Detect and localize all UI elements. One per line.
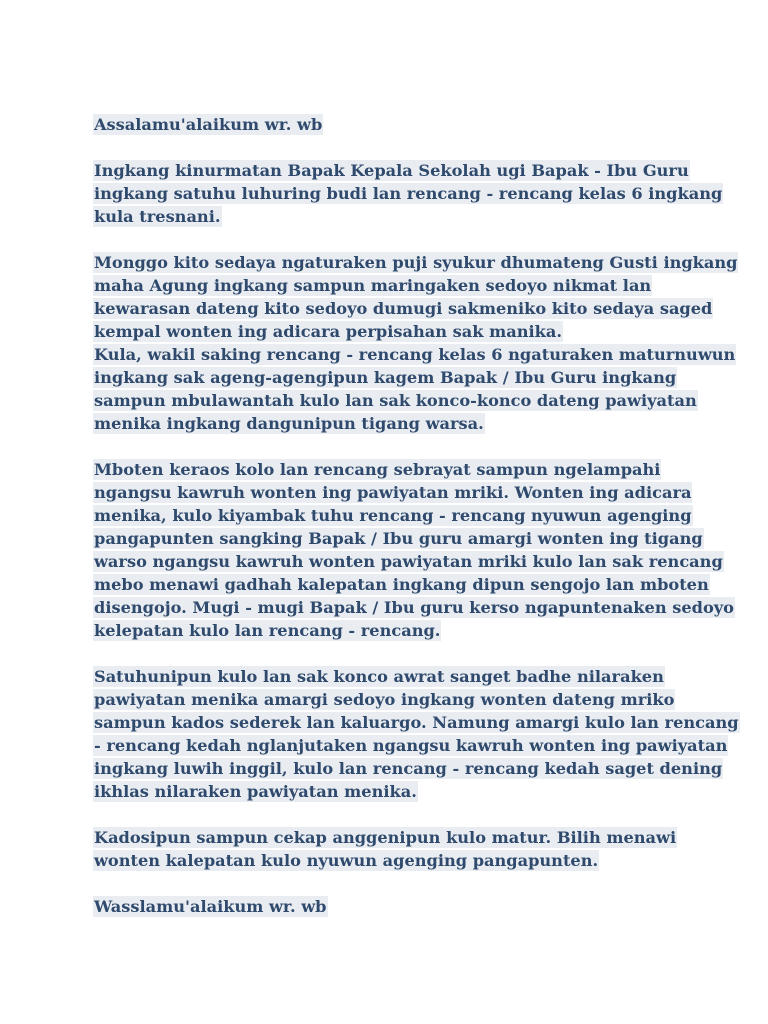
paragraph-line: maha Agung ingkang sampun maringaken sedoyo nikmat lan [94, 276, 652, 295]
paragraph-line: Kula, wakil saking rencang - rencang kelas 6 ngaturaken maturnuwun [94, 345, 736, 364]
paragraph-line: Ingkang kinurmatan Bapak Kepala Sekolah ugi Bapak - Ibu Guru [94, 161, 689, 180]
paragraph-line: wonten kalepatan kulo nyuwun agenging pangapunten. [94, 851, 599, 870]
paragraph-line: kula tresnani. [94, 207, 221, 226]
paragraph-line: ingkang sak ageng-agengipun kagem Bapak / Ibu Guru ingkang [94, 368, 677, 387]
document-body [93, 114, 739, 919]
paragraph-line: sampun mbulawantah kulo lan sak konco-konco dateng pawiyatan [94, 391, 697, 410]
paragraph-line: sampun kados sederek lan kaluargo. Namung amargi kulo lan rencang [94, 713, 739, 732]
paragraph-line: Kadosipun sampun cekap anggenipun kulo matur. Bilih menawi [94, 828, 677, 847]
paragraph-5 [93, 827, 693, 873]
paragraph-line: pawiyatan menika amargi sedoyo ingkang wonten dateng mriko [94, 690, 675, 709]
paragraph-line: - rencang kedah nglanjutaken ngangsu kawruh wonten ing pawiyatan [94, 736, 728, 755]
greeting-line [93, 114, 693, 137]
paragraph-line: Mboten keraos kolo lan rencang sebrayat sampun ngelampahi [94, 460, 661, 479]
paragraph-2 [93, 252, 738, 436]
greeting-text: Assalamu'alaikum wr. wb [94, 115, 323, 134]
paragraph-line: kewarasan dateng kito sedoyo dumugi sakmeniko kito sedaya saged [94, 299, 713, 318]
paragraph-line: ngangsu kawruh wonten ing pawiyatan mriki. Wonten ing adicara [94, 483, 692, 502]
paragraph-line: ikhlas nilaraken pawiyatan menika. [94, 782, 417, 801]
closing-text: Wasslamu'alaikum wr. wb [94, 897, 327, 916]
paragraph-line: kelepatan kulo lan rencang - rencang. [94, 621, 441, 640]
paragraph-3 [93, 459, 734, 643]
paragraph-line: pangapunten sangking Bapak / Ibu guru amargi wonten ing tigang [94, 529, 703, 548]
paragraph-line: ingkang luwih inggil, kulo lan rencang - rencang kedah saget dening [94, 759, 723, 778]
paragraph-4 [93, 666, 739, 804]
closing-line [93, 896, 693, 919]
paragraph-line: disengojo. Mugi - mugi Bapak / Ibu guru kerso ngapuntenaken sedoyo [94, 598, 734, 617]
paragraph-line: kempal wonten ing adicara perpisahan sak manika. [94, 322, 562, 341]
paragraph-line: menika ingkang dangunipun tigang warsa. [94, 414, 484, 433]
paragraph-line: ingkang satuhu luhuring budi lan rencang - rencang kelas 6 ingkang [94, 184, 723, 203]
paragraph-line: Satuhunipun kulo lan sak konco awrat sanget badhe nilaraken [94, 667, 664, 686]
paragraph-line: warso ngangsu kawruh wonten pawiyatan mriki kulo lan sak rencang [94, 552, 723, 571]
paragraph-line: menika, kulo kiyambak tuhu rencang - rencang nyuwun agenging [94, 506, 692, 525]
paragraph-line: Monggo kito sedaya ngaturaken puji syukur dhumateng Gusti ingkang [94, 253, 738, 272]
paragraph-1 [93, 160, 723, 229]
paragraph-line: mebo menawi gadhah kalepatan ingkang dipun sengojo lan mboten [94, 575, 709, 594]
